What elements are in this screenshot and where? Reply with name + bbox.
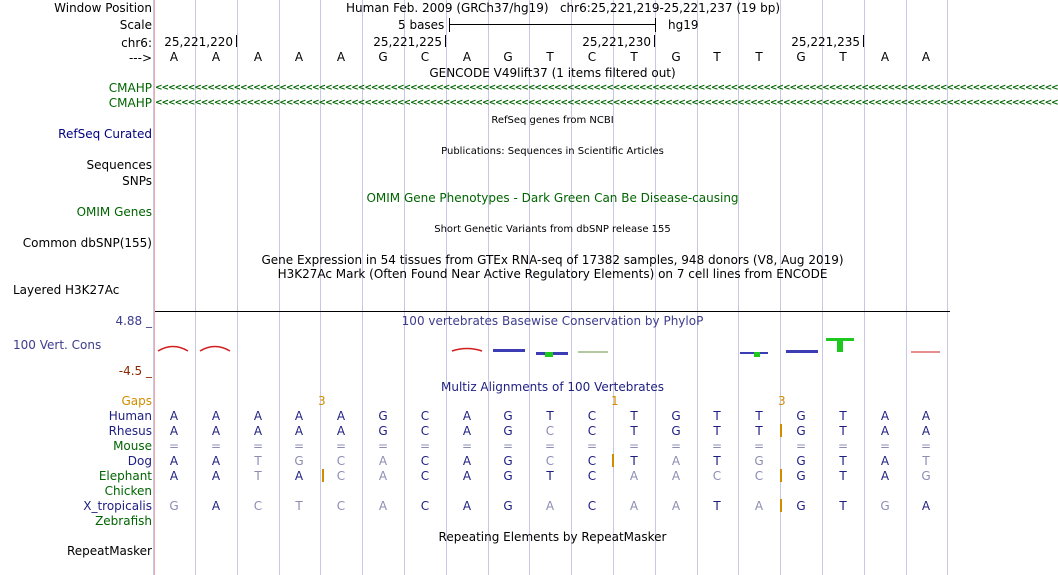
chr-label[interactable]: chr6: <box>121 36 152 50</box>
aligned-base: G <box>796 499 806 513</box>
aligned-base: T <box>755 409 763 423</box>
phylop-peak <box>158 347 188 352</box>
base: A <box>462 50 472 64</box>
gap-count: 1 <box>611 394 619 408</box>
aligned-base: G <box>671 424 681 438</box>
aligned-base: A <box>378 469 388 483</box>
aligned-base: = <box>628 439 640 453</box>
aligned-base: A <box>545 499 555 513</box>
repeat-title[interactable]: Repeating Elements by RepeatMasker <box>438 530 667 544</box>
aligned-base: C <box>754 469 764 483</box>
aligned-base: T <box>546 469 554 483</box>
aligned-base: G <box>378 424 388 438</box>
aligned-base: C <box>420 424 430 438</box>
aligned-base: A <box>629 469 639 483</box>
aligned-base: C <box>336 499 346 513</box>
aligned-base: A <box>253 424 263 438</box>
species-label-chicken[interactable]: Chicken <box>104 484 152 498</box>
aligned-base: A <box>211 469 221 483</box>
gaps-label[interactable]: Gaps <box>121 394 152 408</box>
aligned-base: G <box>294 454 304 468</box>
aligned-base: = <box>168 439 180 453</box>
aligned-base: A <box>336 409 346 423</box>
species-label-human[interactable]: Human <box>108 409 152 423</box>
aligned-base: A <box>211 409 221 423</box>
aligned-base: T <box>630 409 638 423</box>
aligned-base: C <box>420 454 430 468</box>
aligned-base: = <box>502 439 514 453</box>
aligned-base: A <box>671 454 681 468</box>
aligned-base: = <box>461 439 473 453</box>
aligned-base: A <box>671 499 681 513</box>
alignment-row-mouse[interactable] <box>0 439 950 454</box>
gap-count: 3 <box>778 394 786 408</box>
aligned-base: A <box>294 409 304 423</box>
h3k27ac-label[interactable]: Layered H3K27Ac <box>13 283 120 297</box>
aligned-base: T <box>254 469 262 483</box>
base: T <box>546 50 554 64</box>
aligned-base: G <box>503 424 513 438</box>
coordinate-label: 25,221,235 <box>791 35 860 49</box>
aligned-base: = <box>795 439 807 453</box>
base: G <box>503 50 513 64</box>
insertion-marker <box>780 424 782 437</box>
gap-count: 3 <box>318 394 326 408</box>
aligned-base: A <box>629 499 639 513</box>
aligned-base: A <box>462 469 472 483</box>
alignment-row-dog[interactable] <box>0 454 950 469</box>
phylop-peak <box>452 349 482 352</box>
aligned-base: T <box>630 424 638 438</box>
phylop-min-label: -4.5 _ <box>118 364 152 378</box>
phylop-peak <box>200 347 230 352</box>
aligned-base: G <box>796 409 806 423</box>
aligned-base: C <box>420 409 430 423</box>
aligned-base: A <box>169 409 179 423</box>
aligned-base: T <box>839 499 847 513</box>
insertion-marker <box>612 454 614 467</box>
aligned-base: A <box>754 499 764 513</box>
aligned-base: A <box>169 424 179 438</box>
coordinate-label: 25,221,230 <box>582 35 651 49</box>
sequences-label[interactable]: Sequences <box>86 158 152 172</box>
aligned-base: = <box>335 439 347 453</box>
base: C <box>420 50 430 64</box>
species-label-x-tropicalis[interactable]: X_tropicalis <box>83 499 152 513</box>
gene-model-cmahp-2[interactable]: <<<<<<<<<<<<<<<<<<<<<<<<<<<<<<<<<<<<<<<<<<<<<<<<<<<<<<<<<<<<<<<<<<<<<<<<<<<<<<<<<<<<<<<<<<<<<<<<<<<<<<<<<<<<<<<<<<<<<<<<<<<<<<<<<<<<<<<<<< <box>155 98 1058 108</box>
aligned-base: = <box>837 439 849 453</box>
base: A <box>336 50 346 64</box>
aligned-base: C <box>336 454 346 468</box>
aligned-base: A <box>880 454 890 468</box>
species-label-zebrafish[interactable]: Zebrafish <box>95 514 152 528</box>
phylop-bar <box>578 351 608 353</box>
aligned-base: G <box>671 409 681 423</box>
coordinate-label: 25,221,225 <box>373 35 442 49</box>
aligned-base: A <box>462 424 472 438</box>
aligned-base: G <box>503 499 513 513</box>
snps-label[interactable]: SNPs <box>122 174 152 188</box>
base: A <box>253 50 263 64</box>
scale-text: 5 bases <box>398 18 445 32</box>
aligned-base: A <box>921 499 931 513</box>
aligned-base: A <box>378 499 388 513</box>
aligned-base: C <box>336 469 346 483</box>
aligned-base: A <box>921 409 931 423</box>
aligned-base: G <box>880 499 890 513</box>
scale-assembly: hg19 <box>668 18 699 32</box>
base: A <box>169 50 179 64</box>
gene-label-cmahp-1[interactable]: CMAHP <box>108 81 152 95</box>
aligned-base: T <box>713 454 721 468</box>
species-label-dog[interactable]: Dog <box>127 454 152 468</box>
aligned-base: C <box>587 469 597 483</box>
aligned-base: C <box>587 409 597 423</box>
aligned-base: T <box>295 499 303 513</box>
insertion-marker <box>322 469 324 482</box>
omim-title[interactable]: OMIM Gene Phenotypes - Dark Green Can Be Disease-causing <box>366 191 739 205</box>
aligned-base: A <box>671 469 681 483</box>
scale-label[interactable]: Scale <box>119 18 152 32</box>
aligned-base: C <box>420 499 430 513</box>
aligned-base: = <box>920 439 932 453</box>
window-position-label[interactable]: Window Position <box>54 1 152 15</box>
aligned-base: = <box>586 439 598 453</box>
phylop-bar <box>754 352 760 357</box>
aligned-base: A <box>880 424 890 438</box>
aligned-base: C <box>545 454 555 468</box>
aligned-base: A <box>211 454 221 468</box>
aligned-base: G <box>921 469 931 483</box>
base: A <box>294 50 304 64</box>
aligned-base: T <box>713 499 721 513</box>
phylop-bar <box>786 350 818 353</box>
aligned-base: A <box>880 469 890 483</box>
alignment-row-x-tropicalis[interactable] <box>0 499 950 514</box>
aligned-base: = <box>419 439 431 453</box>
insertion-marker <box>780 499 782 512</box>
aligned-base: = <box>670 439 682 453</box>
aligned-base: C <box>545 424 555 438</box>
alignment-row-human[interactable] <box>0 409 950 424</box>
base: G <box>796 50 806 64</box>
aligned-base: A <box>462 454 472 468</box>
aligned-base: G <box>378 409 388 423</box>
base: T <box>630 50 638 64</box>
aligned-base: C <box>253 499 263 513</box>
aligned-base: T <box>254 454 262 468</box>
aligned-base: C <box>420 469 430 483</box>
phylop-bar <box>493 349 525 352</box>
base: T <box>839 50 847 64</box>
aligned-base: = <box>252 439 264 453</box>
aligned-base: A <box>462 409 472 423</box>
base: A <box>211 50 221 64</box>
aligned-base: = <box>210 439 222 453</box>
base: T <box>755 50 763 64</box>
aligned-base: A <box>211 499 221 513</box>
aligned-base: G <box>503 409 513 423</box>
aligned-base: T <box>839 409 847 423</box>
aligned-base: A <box>211 424 221 438</box>
aligned-base: T <box>546 409 554 423</box>
base: G <box>378 50 388 64</box>
window-position-text: Human Feb. 2009 (GRCh37/hg19) chr6:25,221,219-25,221,237 (19 bp) <box>346 1 781 15</box>
aligned-base: A <box>169 469 179 483</box>
aligned-base: T <box>713 409 721 423</box>
aligned-base: T <box>839 424 847 438</box>
repeat-label[interactable]: RepeatMasker <box>66 544 152 558</box>
aligned-base: = <box>879 439 891 453</box>
aligned-base: T <box>839 454 847 468</box>
aligned-base: C <box>587 454 597 468</box>
aligned-base: A <box>336 424 346 438</box>
aligned-base: A <box>462 499 472 513</box>
aligned-base: G <box>169 499 179 513</box>
aligned-base: = <box>377 439 389 453</box>
base: T <box>713 50 721 64</box>
aligned-base: G <box>796 454 806 468</box>
gene-label-cmahp-2[interactable]: CMAHP <box>108 96 152 110</box>
omim-label[interactable]: OMIM Genes <box>76 205 152 219</box>
gtex-title[interactable]: Gene Expression in 54 tissues from GTEx RNA-seq of 17382 samples, 948 donors (V8, Aug 2019) <box>261 253 844 267</box>
aligned-base: T <box>713 424 721 438</box>
aligned-base: = <box>293 439 305 453</box>
base: G <box>671 50 681 64</box>
base: A <box>880 50 890 64</box>
aligned-base: G <box>754 454 764 468</box>
base: C <box>587 50 597 64</box>
refseq-title[interactable]: RefSeq genes from NCBI <box>491 115 614 126</box>
phylop-label[interactable]: 100 Vert. Cons <box>13 338 102 352</box>
phylop-bar <box>837 338 843 352</box>
strand-label: ---> <box>128 51 152 65</box>
base: A <box>921 50 931 64</box>
aligned-base: G <box>796 424 806 438</box>
aligned-base: C <box>587 499 597 513</box>
aligned-base: G <box>503 469 513 483</box>
phylop-bar <box>545 352 553 357</box>
aligned-base: A <box>294 469 304 483</box>
gene-model-cmahp-1[interactable]: <<<<<<<<<<<<<<<<<<<<<<<<<<<<<<<<<<<<<<<<<<<<<<<<<<<<<<<<<<<<<<<<<<<<<<<<<<<<<<<<<<<<<<<<<<<<<<<<<<<<<<<<<<<<<<<<<<<<<<<<<<<<<<<<<<<<<<<<<< <box>155 83 1058 93</box>
aligned-base: A <box>253 409 263 423</box>
aligned-base: = <box>753 439 765 453</box>
dbsnp-title[interactable]: Short Genetic Variants from dbSNP release 155 <box>434 224 671 235</box>
aligned-base: A <box>294 424 304 438</box>
aligned-base: T <box>922 454 930 468</box>
aligned-base: T <box>839 469 847 483</box>
coordinate-label: 25,221,220 <box>164 35 233 49</box>
phylop-max-label: 4.88 _ <box>115 314 152 328</box>
aligned-base: C <box>712 469 722 483</box>
alignment-row-rhesus[interactable] <box>0 424 950 439</box>
alignment-row-elephant[interactable] <box>0 469 950 484</box>
aligned-base: = <box>544 439 556 453</box>
species-label-elephant[interactable]: Elephant <box>98 469 152 483</box>
multiz-title[interactable]: Multiz Alignments of 100 Vertebrates <box>440 380 665 394</box>
aligned-base: A <box>880 409 890 423</box>
species-label-rhesus[interactable]: Rhesus <box>108 424 152 438</box>
aligned-base: T <box>755 424 763 438</box>
aligned-base: T <box>630 454 638 468</box>
aligned-base: C <box>587 424 597 438</box>
dbsnp-label[interactable]: Common dbSNP(155) <box>22 236 152 250</box>
aligned-base: G <box>796 469 806 483</box>
species-label-mouse[interactable]: Mouse <box>113 439 152 453</box>
aligned-base: A <box>921 424 931 438</box>
sequences-title[interactable]: Publications: Sequences in Scientific Articles <box>441 146 664 157</box>
insertion-marker <box>780 469 782 482</box>
aligned-base: G <box>503 454 513 468</box>
h3k27ac-title[interactable]: H3K27Ac Mark (Often Found Near Active Regulatory Elements) on 7 cell lines from ENCODE <box>277 267 828 281</box>
aligned-base: A <box>169 454 179 468</box>
aligned-base: = <box>711 439 723 453</box>
gencode-title[interactable]: GENCODE V49lift37 (1 items filtered out) <box>429 66 676 80</box>
phylop-title[interactable]: 100 vertebrates Basewise Conservation by PhyloP <box>401 314 704 328</box>
aligned-base: A <box>378 454 388 468</box>
refseq-label[interactable]: RefSeq Curated <box>58 127 152 141</box>
